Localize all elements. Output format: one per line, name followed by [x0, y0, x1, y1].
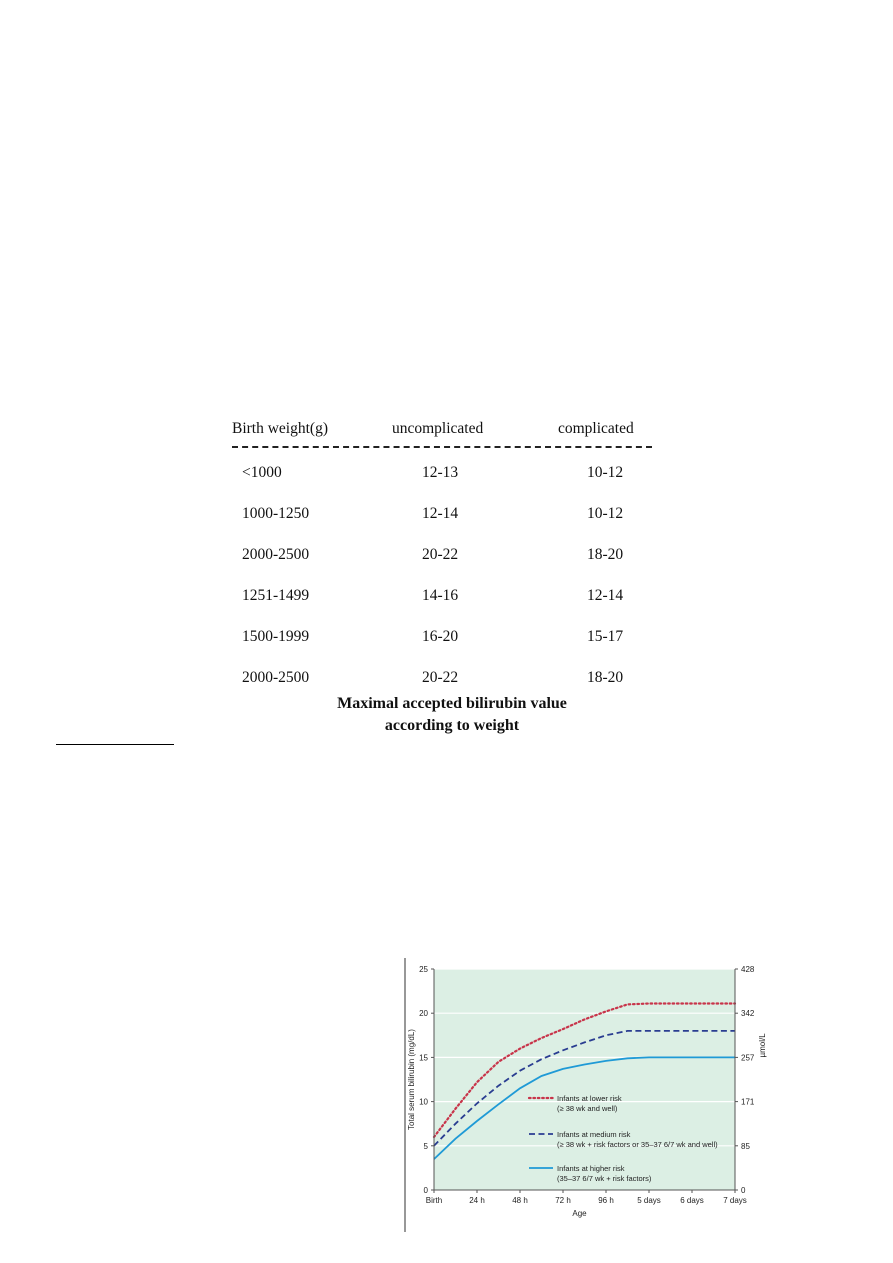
x-tick-label: 6 days	[680, 1196, 704, 1205]
y2-tick-label: 85	[741, 1141, 750, 1151]
cell-complicated: 12-14	[587, 587, 624, 604]
table-row	[232, 587, 652, 628]
cell-weight: 2000-2500	[242, 546, 310, 563]
cell-complicated: 15-17	[587, 628, 624, 645]
y2-tick-label: 342	[741, 1009, 755, 1019]
cell-uncomplicated: 16-20	[422, 628, 459, 645]
table-row	[232, 628, 652, 669]
cell-weight: <1000	[242, 464, 282, 481]
legend-detail: (≥ 38 wk + risk factors or 35–37 6/7 wk and well)	[557, 1140, 718, 1149]
footnote-rule	[56, 744, 174, 745]
caption-line-1: Maximal accepted bilirubin value	[337, 695, 567, 712]
y2-tick-label: 257	[741, 1053, 755, 1063]
y-axis-label: Total serum bilirubin (mg/dL)	[407, 1029, 416, 1130]
x-tick-label: 72 h	[555, 1196, 571, 1205]
table-header	[232, 420, 652, 446]
header-birth-weight: Birth weight(g)	[232, 420, 328, 437]
cell-weight: 1000-1250	[242, 505, 310, 522]
cell-complicated: 18-20	[587, 546, 624, 563]
legend-label: Infants at medium risk	[557, 1130, 631, 1139]
table-row	[232, 464, 652, 505]
x-axis-label: Age	[572, 1209, 587, 1218]
x-tick-label: 96 h	[598, 1196, 614, 1205]
cell-complicated: 10-12	[587, 464, 624, 481]
y-tick-label: 5	[423, 1141, 428, 1151]
table-row	[232, 546, 652, 587]
cell-uncomplicated: 12-14	[422, 505, 459, 522]
legend-detail: (≥ 38 wk and well)	[557, 1104, 618, 1113]
y-tick-label: 15	[419, 1053, 428, 1063]
y2-tick-label: 171	[741, 1097, 755, 1107]
cell-uncomplicated: 14-16	[422, 587, 459, 604]
y-tick-label: 10	[419, 1097, 428, 1107]
y-tick-label: 0	[423, 1186, 428, 1195]
y2-tick-label: 0	[741, 1186, 746, 1195]
x-tick-label: 24 h	[469, 1196, 485, 1205]
cell-uncomplicated: 20-22	[422, 669, 459, 686]
cell-weight: 2000-2500	[242, 669, 310, 686]
table-body	[232, 464, 652, 710]
legend-label: Infants at lower risk	[557, 1094, 622, 1103]
header-complicated: complicated	[558, 420, 634, 437]
cell-uncomplicated: 12-13	[422, 464, 459, 481]
header-uncomplicated: uncomplicated	[392, 420, 484, 437]
cell-uncomplicated: 20-22	[422, 546, 459, 563]
x-tick-label: 5 days	[637, 1196, 661, 1205]
caption-line-2: according to weight	[384, 717, 520, 734]
bilirubin-chart	[398, 956, 790, 1234]
y-tick-label: 25	[419, 965, 428, 974]
header-divider	[232, 446, 652, 448]
x-tick-label: Birth	[425, 1196, 443, 1205]
legend-detail: (35–37 6/7 wk + risk factors)	[557, 1174, 652, 1183]
table-row	[232, 505, 652, 546]
y2-tick-label: 428	[741, 965, 755, 974]
y-tick-label: 20	[419, 1009, 428, 1019]
x-tick-label: 7 days	[723, 1196, 747, 1205]
bilirubin-table	[232, 420, 652, 686]
plot-area	[434, 969, 735, 1190]
cell-complicated: 18-20	[587, 669, 624, 686]
cell-complicated: 10-12	[587, 505, 624, 522]
chart-svg	[398, 956, 790, 1234]
table-caption	[232, 693, 672, 737]
legend-label: Infants at higher risk	[557, 1164, 625, 1173]
cell-weight: 1500-1999	[242, 628, 310, 645]
cell-weight: 1251-1499	[242, 587, 310, 604]
x-tick-label: 48 h	[512, 1196, 528, 1205]
y2-axis-label: µmol/L	[758, 1033, 767, 1058]
